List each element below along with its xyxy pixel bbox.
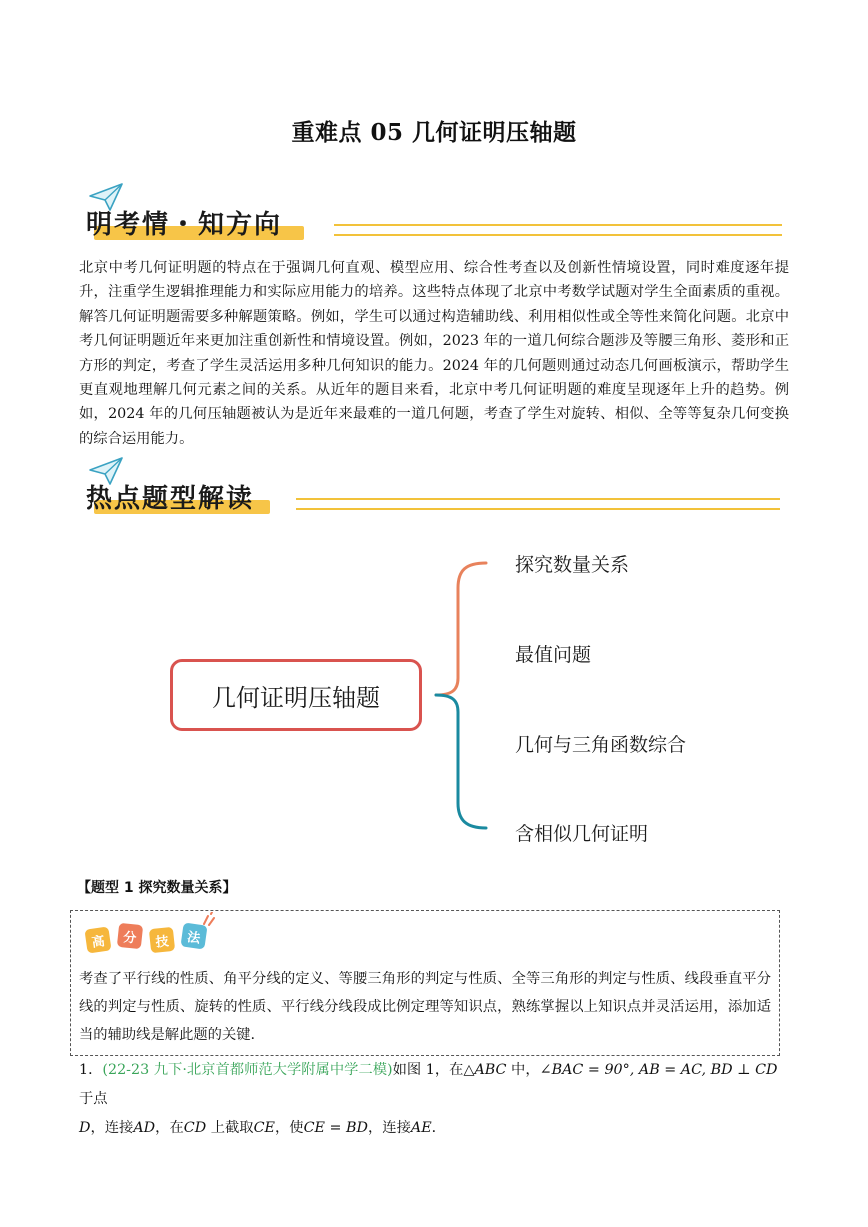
math-expression: D	[79, 1120, 91, 1136]
exam-trends-paragraph: 北京中考几何证明题的特点在于强调几何直观、模型应用、综合性考查以及创新性情境设置，同时难度逐年提升，注重学生逻辑推理能力和实际应用能力的培养。这些特点体现了北京中考数学试题对学生全面素质的重视。解答几何证明题需要多种解题策略。例如，学生可以通过构造辅助线、利用相似性或全等性来简化问题。北京中考几何证明题近年来更加注重创新性和情境设置。例如，2023 年的一道几何综合题涉及等腰三角形、菱形和正方形的判定，考查了学生灵活运用多种几何知识的能力。2024 年的几何题则通过动态几何画板演示，帮助学生更直观地理解几何元素之间的关系。从近年的题目来看，北京中考几何证明题的难度呈现逐年上升的趋势。例如，2024 年的几何压轴题被认为是近年来最难的一道几何题，考查了学生对旋转、相似、全等等复杂几何变换的综合运用能力。	[79, 260, 789, 447]
math-expression: CD	[183, 1120, 207, 1136]
badge-char: 分	[117, 923, 143, 949]
question-text: ．	[431, 1120, 446, 1136]
math-expression: CE = BD	[303, 1120, 368, 1136]
question-1	[79, 1056, 779, 1143]
question-text: ，在	[155, 1120, 184, 1136]
mindmap-branch-quantity-relation: 探究数量关系	[515, 554, 630, 576]
sparkle-icon	[202, 912, 216, 926]
mindmap-branch-trig-combination: 几何与三角函数综合	[515, 734, 687, 756]
mindmap-center-node: 几何证明压轴题	[170, 659, 422, 731]
math-expression: AD	[133, 1120, 156, 1136]
math-expression: CE	[253, 1120, 275, 1136]
question-source: (22-23 九下·北京首都师范大学附属中学二模)	[102, 1062, 393, 1078]
mindmap-branch-extreme-value: 最值问题	[515, 644, 592, 666]
section-heading-text: 热点题型解读	[86, 484, 255, 514]
question-text: ，连接	[368, 1120, 411, 1136]
page-title: 重难点 05 几何证明压轴题	[291, 119, 577, 146]
badge-char: 法	[180, 922, 207, 949]
mindmap-branch-similarity-proof: 含相似几何证明	[515, 823, 649, 845]
math-expression: AE	[410, 1120, 432, 1136]
question-text: 中，	[506, 1062, 540, 1078]
high-score-badge	[86, 920, 216, 960]
badge-char: 技	[149, 927, 175, 953]
question-text: 如图 1，在	[392, 1062, 464, 1078]
question-type-heading: 【题型 1 探究数量关系】	[77, 880, 237, 896]
question-number: 1．	[79, 1062, 103, 1078]
question-text: ，使	[274, 1120, 304, 1136]
badge-char: 高	[84, 926, 111, 953]
math-expression: △ABC	[463, 1062, 507, 1078]
tip-text: 考查了平行线的性质、角平分线的定义、等腰三角形的判定与性质、全等三角形的判定与性质、线段垂直平分线的判定与性质、旋转的性质、平行线分线段成比例定理等知识点，熟练掌握以上知识点并灵活运用，添加适当的辅助线是解此题的关键.	[79, 971, 771, 1043]
question-text: 于点	[79, 1091, 108, 1107]
question-text: ，连接	[90, 1120, 134, 1136]
question-text: 上截取	[206, 1120, 254, 1136]
math-expression: ∠BAC = 90°, AB = AC, BD ⊥ CD	[539, 1062, 778, 1078]
section-heading-text: 明考情・知方向	[86, 210, 283, 240]
